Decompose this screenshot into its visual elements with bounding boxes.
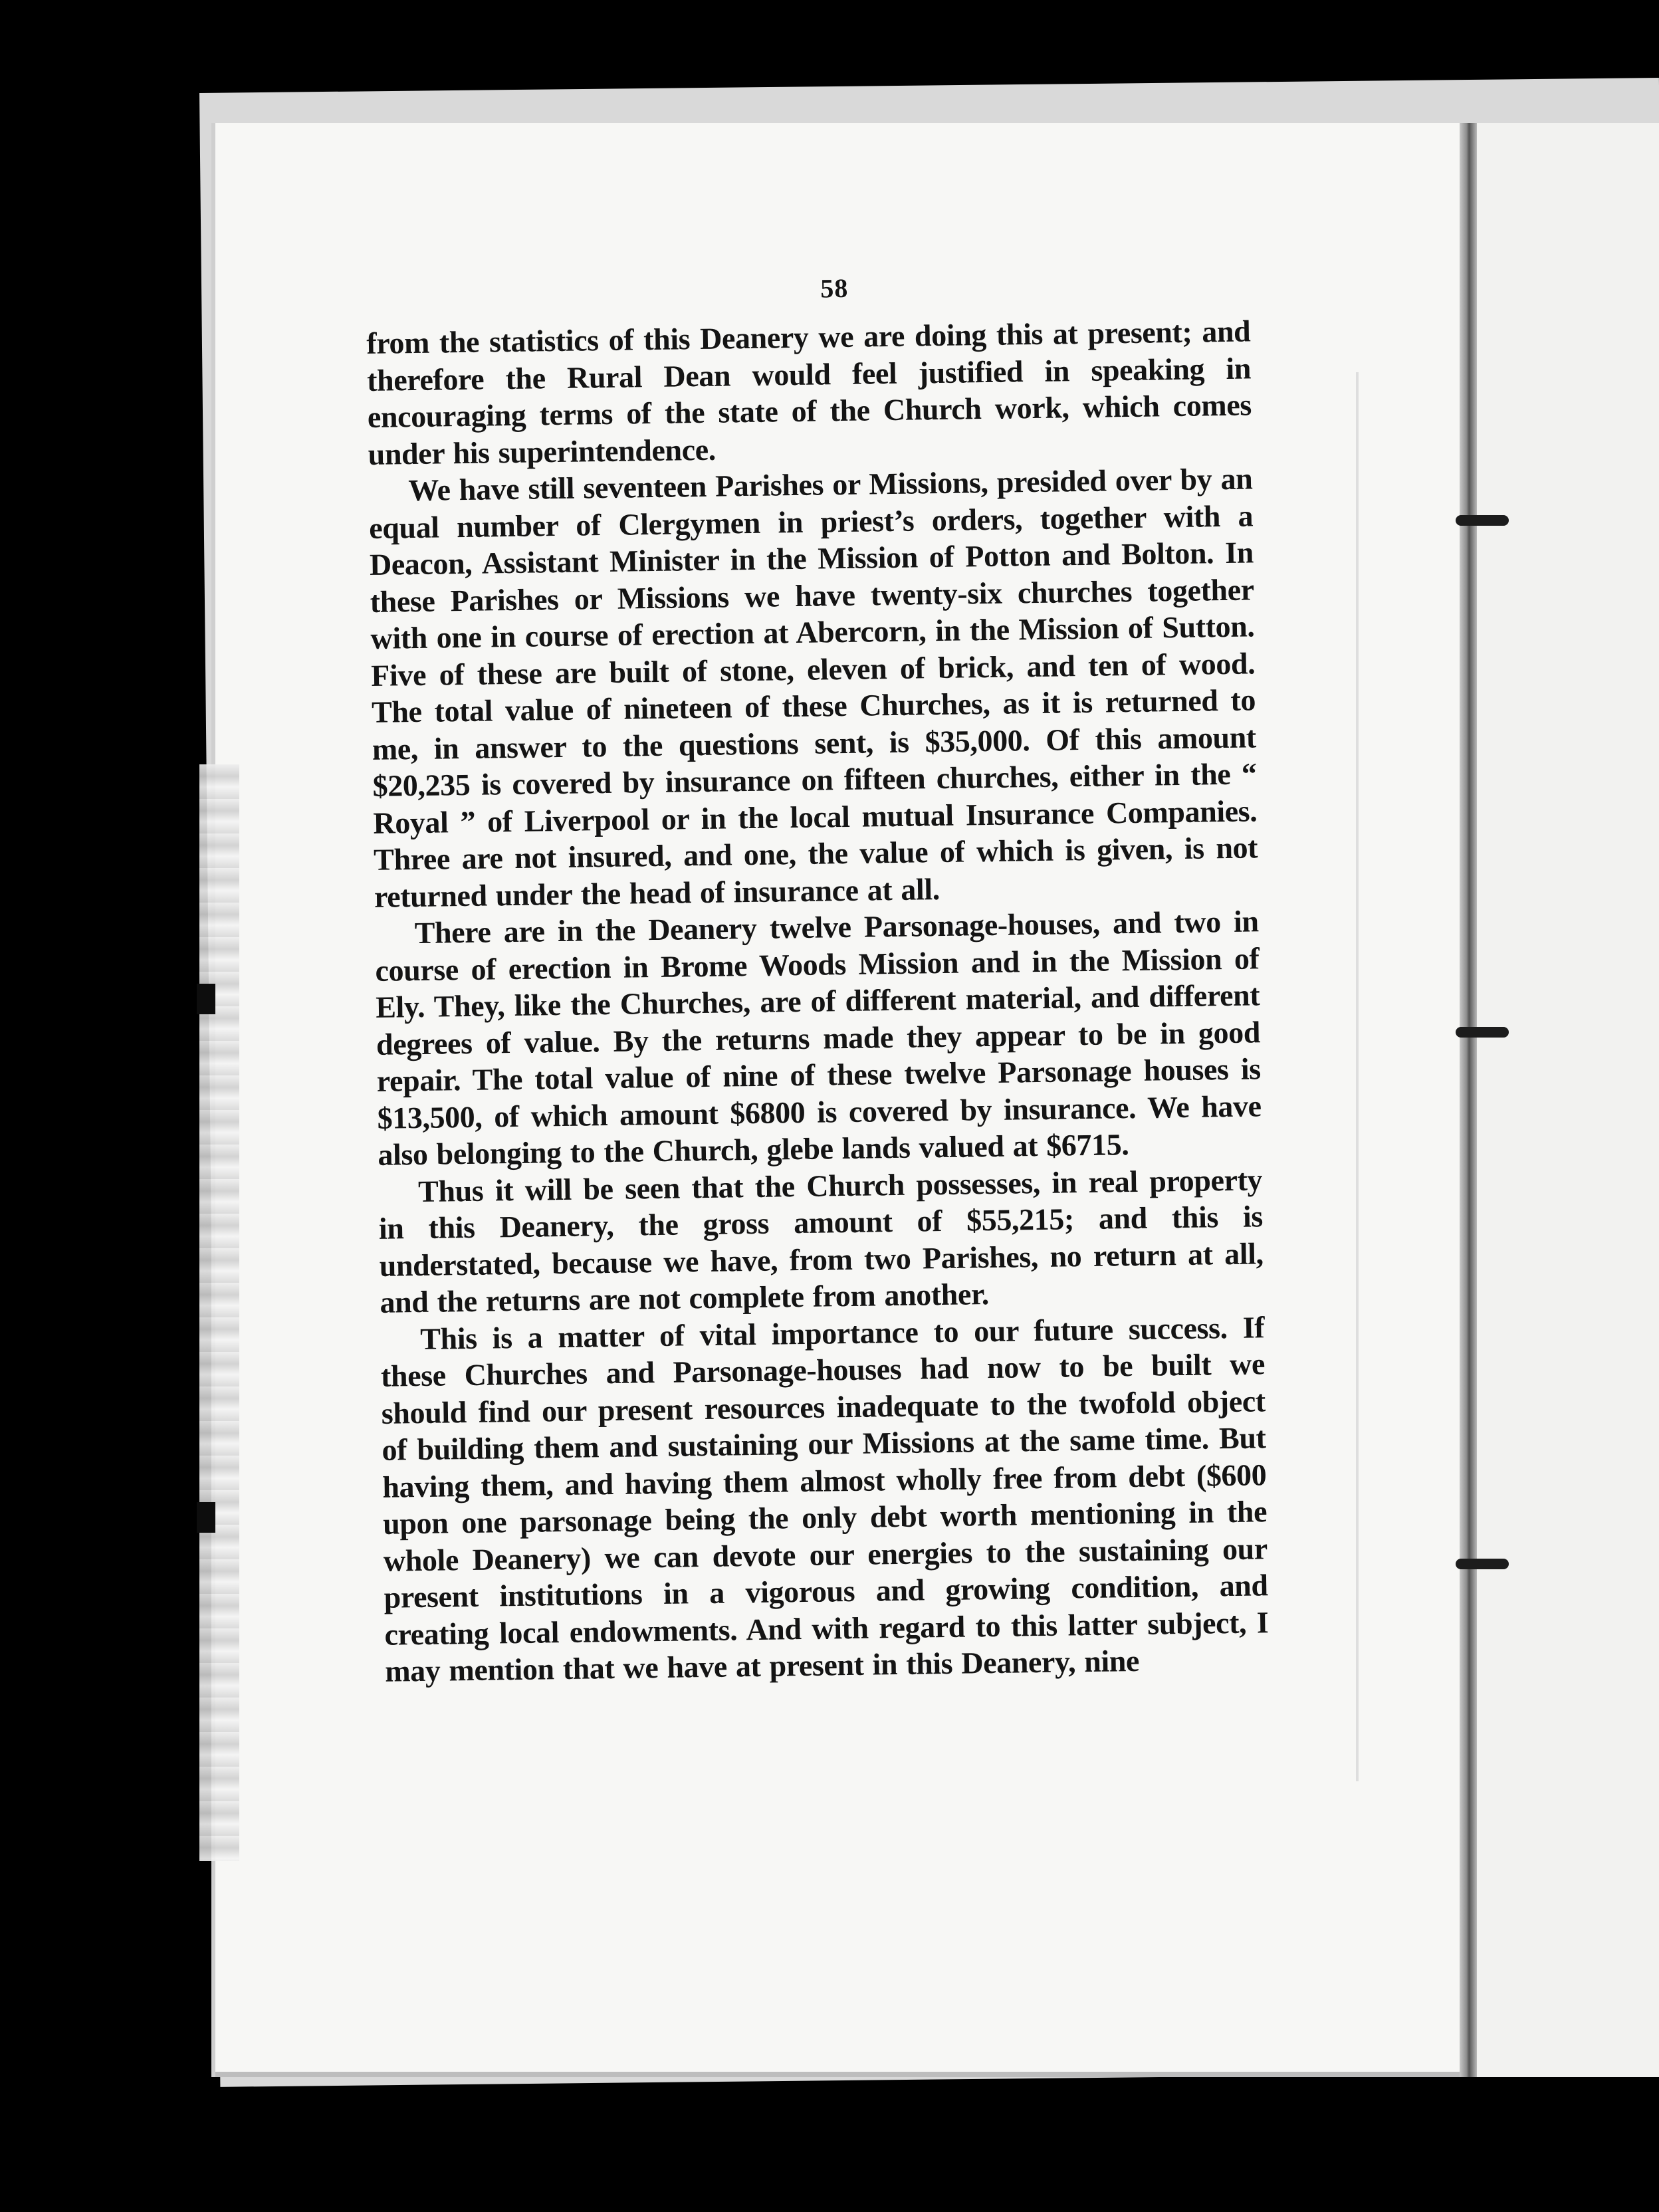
paragraph: Thus it will be seen that the Church possesses, in real property in this Deanery, the gross amount of $55,215; and this is understated, because we have, from two Parishes, no return at all, and the returns are not complete from another.	[378, 1162, 1264, 1319]
paragraph: We have still seventeen Parishes or Missions, presided over by an equal number of Clergymen in priest’s orders, together with a Deacon, Assistant Minister in the Mission of Potton and Bolton. In these Parishes or Missions we have twenty-six churches together with one in course of erection at Abercorn, in the Mission of Sutton. Five of these are built of stone, eleven of brick, and ten of wood. The total value of nineteen of these Churches, as it is returned to me, in answer to the questions sent, is $35,000. Of this amount $20,235 is covered by insurance on fifteen churches, either in the “ Royal ” of Liverpool or in the local mutual Insurance Companies. Three are not insured, and one, the value of which is given, is not returned under the head of insurance at all.	[368, 461, 1258, 914]
page-text-block	[366, 267, 1270, 1690]
paragraph: This is a matter of vital importance to our future success. If these Churches and Parsonage-houses had now to be built we should find our present resources inadequate to the twofold object of building them and sustaining our Missions at the same time. But having them, and having them almost wholly free from debt ($600 upon one parsonage being the only debt worth mentioning in the whole Deanery) we can devote our energies to the sustaining our present institutions in a vigorous and growing condition, and creating local endowments. And with regard to this latter subject, I may mention that we have at present in this Deanery, nine	[380, 1309, 1269, 1688]
binding-tab	[197, 1502, 215, 1533]
page-number: 58	[820, 273, 849, 304]
paragraph: There are in the Deanery twelve Parsonage-houses, and two in course of erection in Brome Woods Mission and in the Mission of Ely. They, like the Churches, are of different material, and different degrees of value. By the returns made they appear to be in good repair. The total value of nine of these twelve Parsonage houses is $13,500, of which amount $6800 is covered by insurance. We have also belonging to the Church, glebe lands valued at $6715.	[375, 904, 1262, 1172]
binding-staple	[1456, 515, 1509, 526]
show-through-line	[1356, 372, 1359, 1781]
torn-page-margin	[199, 764, 239, 1861]
binding-staple	[1456, 1559, 1509, 1569]
binding-tab	[197, 984, 215, 1014]
binding-staple	[1456, 1027, 1509, 1038]
book-spine-fold	[1460, 123, 1477, 2077]
facing-page-edge	[1477, 123, 1659, 2077]
paragraph: from the statistics of this Deanery we are doing this at present; and therefore the Rural Dean would feel justified in speaking in encouraging terms of the state of the Church work, which comes under his superintendence.	[366, 314, 1252, 471]
